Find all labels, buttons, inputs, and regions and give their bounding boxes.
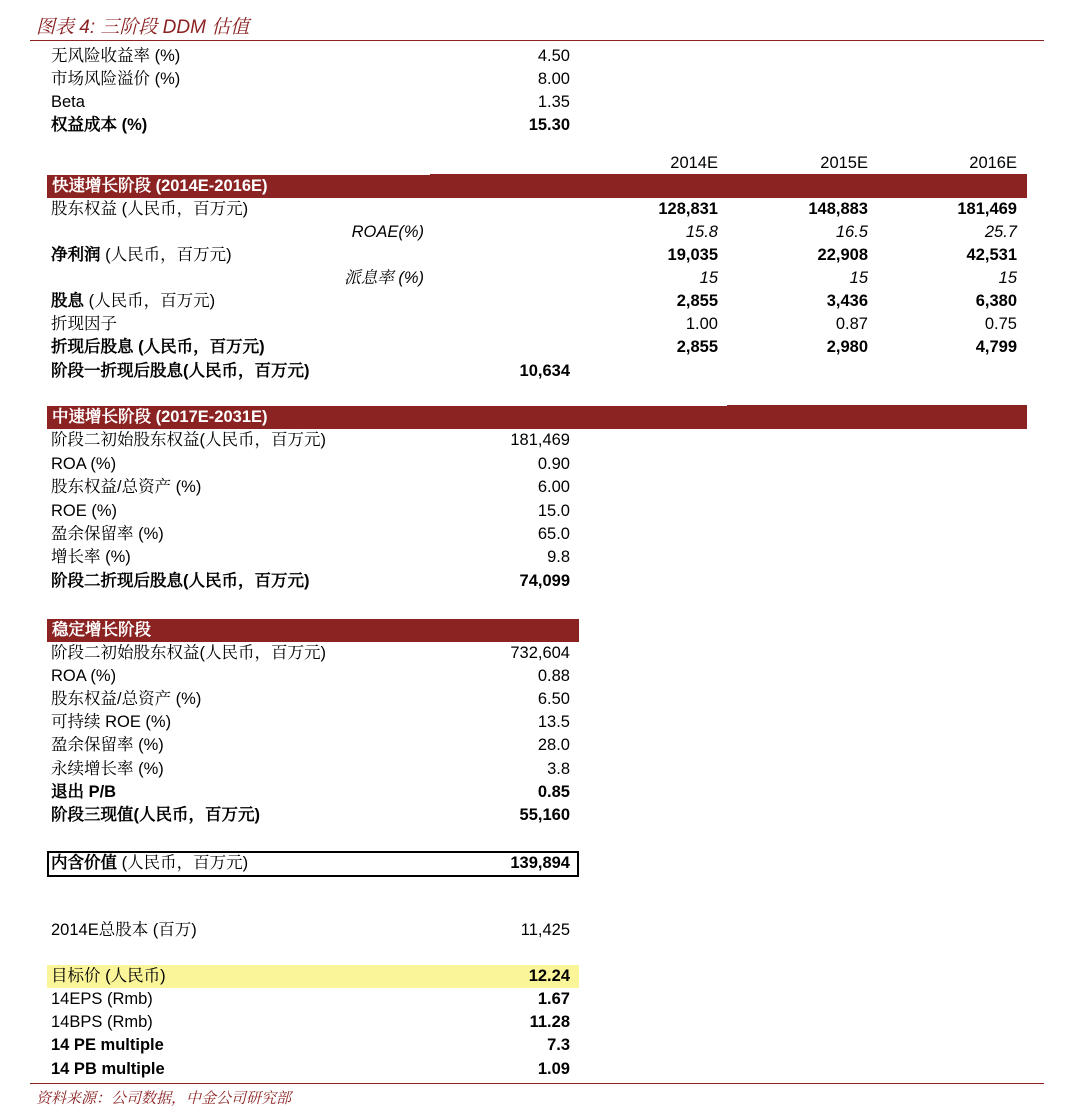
row-label	[51, 852, 248, 875]
roae-row	[0, 221, 1074, 244]
row-value: 10,634	[519, 362, 570, 380]
row-value: 65.0	[537, 525, 570, 543]
stage1-header: 快速增长阶段 (2014E-2016E)	[47, 175, 1027, 198]
stage2-row	[0, 453, 1074, 476]
cell-value: 3,436	[826, 292, 868, 310]
footer-rule	[30, 1083, 1044, 1084]
cell-value: 1.00	[685, 315, 718, 333]
cell-value: 181,469	[957, 200, 1017, 218]
row-label: 派息率 (%)	[344, 269, 424, 287]
cell-value: 128,831	[658, 200, 718, 218]
cell-value: 2,980	[826, 338, 868, 356]
row-label: 阶段二初始股东权益(人民币，百万元)	[51, 644, 326, 662]
stage3-row	[0, 781, 1074, 804]
stage2-header: 中速增长阶段 (2017E-2031E)	[47, 406, 1027, 429]
equity-row	[0, 198, 1074, 221]
metric-row	[0, 988, 1074, 1011]
row-value: 1.67	[537, 990, 570, 1008]
row-label: 目标价 (人民币)	[51, 967, 166, 985]
row-label-rest: (人民币，百万元)	[100, 246, 232, 264]
row-label: 阶段三现值(人民币，百万元)	[51, 806, 260, 824]
cell-value: 22,908	[817, 246, 868, 264]
row-value: 11.28	[529, 1013, 570, 1031]
row-value: 15.0	[537, 502, 570, 520]
stage3-row	[0, 734, 1074, 757]
year-label: 2014E	[670, 154, 718, 172]
row-value: 139,894	[510, 854, 570, 872]
row-label: 14BPS (Rmb)	[51, 1013, 153, 1031]
row-label: 可持续 ROE (%)	[51, 713, 172, 731]
cell-value: 42,531	[966, 246, 1017, 264]
row-label: 盈余保留率 (%)	[51, 736, 164, 754]
cell-value: 0.87	[835, 315, 868, 333]
stage2-row	[0, 476, 1074, 499]
row-label: 14EPS (Rmb)	[51, 990, 153, 1008]
stage3-row	[0, 711, 1074, 734]
row-value: 7.3	[547, 1036, 570, 1054]
row-value: 9.8	[547, 548, 570, 566]
net-profit-row	[0, 244, 1074, 267]
row-value: 28.0	[537, 736, 570, 754]
row-label: 阶段二折现后股息(人民币，百万元)	[51, 572, 310, 590]
assumption-row	[0, 91, 1074, 114]
stage3-row	[0, 642, 1074, 665]
cell-value: 148,883	[808, 200, 868, 218]
row-label: 盈余保留率 (%)	[51, 525, 164, 543]
assumption-row	[0, 114, 1074, 137]
row-label: ROE (%)	[51, 502, 117, 520]
metric-row	[0, 1011, 1074, 1034]
row-value: 3.8	[547, 760, 570, 778]
row-label: 阶段二初始股东权益(人民币，百万元)	[51, 431, 326, 449]
cell-value: 15.8	[685, 223, 718, 241]
row-value: 732,604	[510, 644, 570, 662]
row-label: 增长率 (%)	[51, 548, 131, 566]
row-value: 1.09	[537, 1060, 570, 1078]
shares-row	[0, 919, 1074, 942]
row-value: 15.30	[528, 116, 570, 134]
stage3-row	[0, 665, 1074, 688]
row-label: 股东权益/总资产 (%)	[51, 478, 202, 496]
year-label: 2015E	[820, 154, 868, 172]
row-label: 股东权益 (人民币，百万元)	[51, 200, 249, 218]
stage2-row	[0, 500, 1074, 523]
row-label: 权益成本 (%)	[51, 116, 148, 134]
row-value: 6.00	[537, 478, 570, 496]
row-value: 12.24	[528, 967, 570, 985]
row-label: 14 PB multiple	[51, 1060, 165, 1078]
discount-factor-row	[0, 313, 1074, 336]
row-label: 折现后股息 (人民币，百万元)	[51, 338, 265, 356]
dividend-row	[0, 290, 1074, 313]
row-label: 14 PE multiple	[51, 1036, 164, 1054]
metric-row	[0, 1034, 1074, 1057]
cell-value: 19,035	[667, 246, 718, 264]
row-value: 4.50	[537, 47, 570, 65]
assumption-row	[0, 45, 1074, 68]
year-header-row	[0, 152, 1074, 175]
row-value: 0.85	[537, 783, 570, 801]
row-value: 55,160	[519, 806, 570, 824]
stage2-row	[0, 546, 1074, 569]
intrinsic-value-row	[0, 852, 1074, 875]
cell-value: 0.75	[984, 315, 1017, 333]
year-label: 2016E	[969, 154, 1017, 172]
cell-value: 15	[849, 269, 868, 287]
row-value: 0.90	[537, 455, 570, 473]
row-label: 永续增长率 (%)	[51, 760, 164, 778]
row-label-bold: 内含价值	[51, 854, 117, 872]
row-value: 6.50	[537, 690, 570, 708]
figure-title: 图表 4: 三阶段 DDM 估值	[36, 17, 250, 38]
cell-value: 15	[699, 269, 718, 287]
row-value: 74,099	[519, 572, 570, 590]
row-label-rest: (人民币，百万元)	[117, 854, 249, 872]
row-label: ROAE(%)	[351, 223, 424, 241]
row-label: 折现因子	[51, 315, 117, 333]
stage2-row	[0, 429, 1074, 452]
discounted-dividend-row	[0, 336, 1074, 359]
cell-value: 16.5	[835, 223, 868, 241]
row-value: 181,469	[510, 431, 570, 449]
row-value: 0.88	[537, 667, 570, 685]
row-label: ROA (%)	[51, 455, 117, 473]
row-label: 阶段一折现后股息(人民币，百万元)	[51, 362, 310, 380]
cell-value: 2,855	[676, 338, 718, 356]
row-label: 无风险收益率 (%)	[51, 47, 181, 65]
row-value: 13.5	[537, 713, 570, 731]
stage3-row	[0, 688, 1074, 711]
row-label-bold: 净利润	[51, 246, 101, 264]
cell-value: 15	[998, 269, 1017, 287]
stage3-total-row	[0, 804, 1074, 827]
row-value: 1.35	[537, 93, 570, 111]
row-label: 退出 P/B	[51, 783, 117, 801]
stage2-total-row	[0, 570, 1074, 593]
row-label-rest: (人民币，百万元)	[84, 292, 216, 310]
row-label: ROA (%)	[51, 667, 117, 685]
payout-row	[0, 267, 1074, 290]
row-label: 股东权益/总资产 (%)	[51, 690, 202, 708]
stage1-total-row	[0, 360, 1074, 383]
cell-value: 6,380	[975, 292, 1017, 310]
source-note: 资料来源：公司数据，中金公司研究部	[36, 1090, 292, 1107]
row-value: 11,425	[520, 921, 570, 939]
row-label: 市场风险溢价 (%)	[51, 70, 181, 88]
row-label	[51, 290, 215, 313]
row-label	[51, 244, 232, 267]
row-label-bold: 股息	[51, 292, 84, 310]
assumption-row	[0, 68, 1074, 91]
stage3-row	[0, 758, 1074, 781]
stage2-row	[0, 523, 1074, 546]
target-price-row	[0, 965, 1074, 988]
row-value: 8.00	[537, 70, 570, 88]
metric-row	[0, 1058, 1074, 1081]
row-label: 2014E总股本 (百万)	[51, 921, 197, 939]
title-rule	[30, 40, 1044, 41]
cell-value: 4,799	[975, 338, 1017, 356]
stage3-header: 稳定增长阶段	[47, 619, 579, 642]
cell-value: 2,855	[676, 292, 718, 310]
cell-value: 25.7	[984, 223, 1017, 241]
row-label: Beta	[51, 93, 85, 111]
